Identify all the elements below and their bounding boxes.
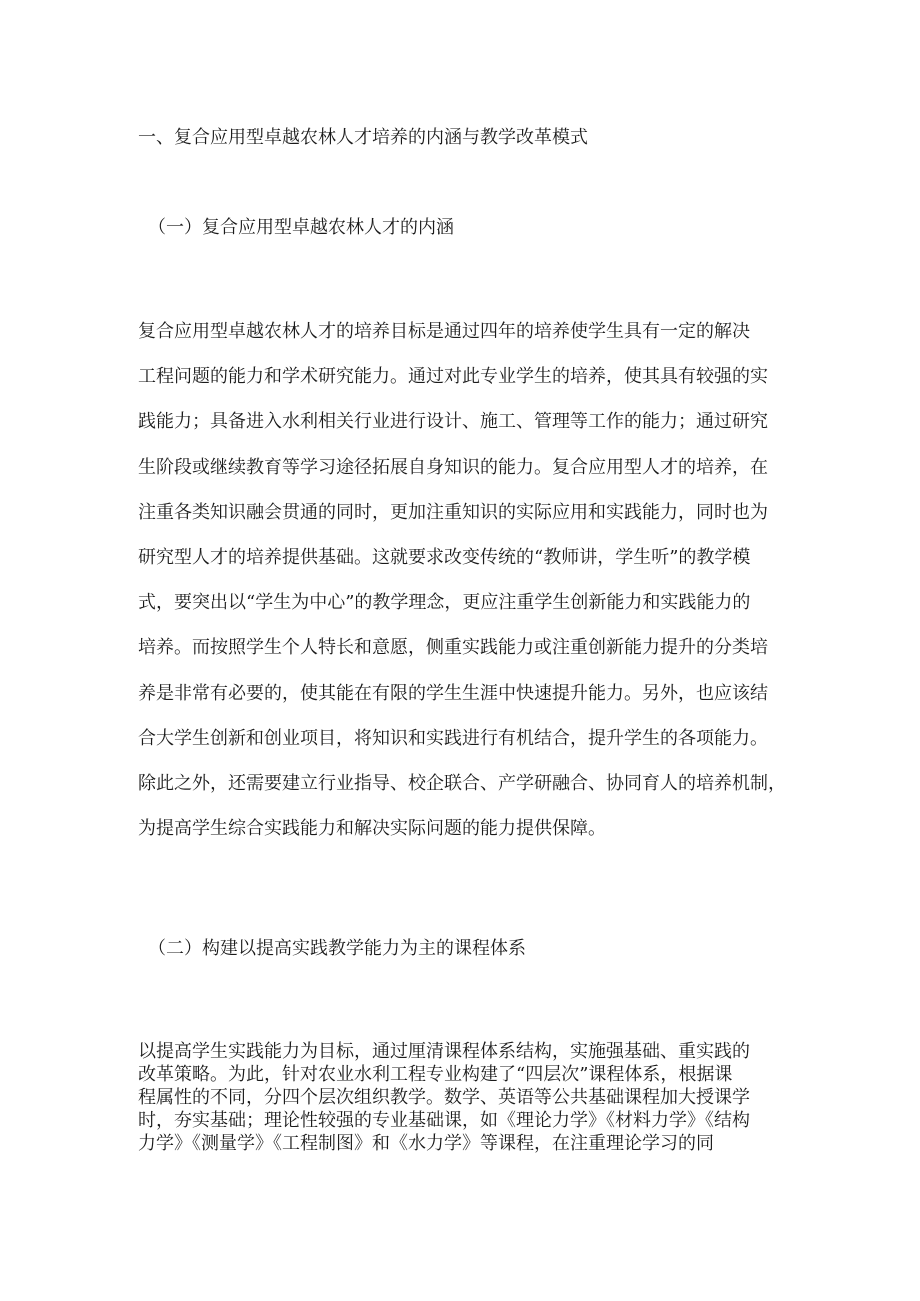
section-2-paragraph xyxy=(138,1040,798,1155)
paragraph-line: 养是非常有必要的，使其能在有限的学生生涯中快速提升能力。另外，也应该结 xyxy=(138,682,768,704)
paragraph-line: 以提高学生实践能力为目标，通过厘清课程体系结构，实施强基础、重实践的 xyxy=(138,1041,750,1062)
paragraph-line: 践能力；具备进入水利相关行业进行设计、施工、管理等工作的能力；通过研究 xyxy=(138,411,768,433)
paragraph-line: 复合应用型卓越农林人才的培养目标是通过四年的培养使学生具有一定的解决 xyxy=(138,321,750,342)
paragraph-line: 合大学生创新和创业项目，将知识和实践进行有机结合，提升学生的各项能力。 xyxy=(138,727,768,749)
paragraph-line: 为提高学生综合实践能力和解决实际问题的能力提供保障。 xyxy=(138,818,606,840)
main-heading: 一、复合应用型卓越农林人才培养的内涵与教学改革模式 xyxy=(138,127,588,148)
paragraph-line: 研究型人才的培养提供基础。这就要求改变传统的“教师讲，学生听”的教学模 xyxy=(138,546,751,568)
section-2-title: （二）构建以提高实践教学能力为主的课程体系 xyxy=(148,938,526,959)
paragraph-line: 时，夯实基础；理论性较强的专业基础课，如《理论力学》《材料力学》《结构 xyxy=(138,1110,750,1131)
paragraph-line: 注重各类知识融会贯通的同时，更加注重知识的实际应用和实践能力，同时也为 xyxy=(138,501,768,523)
paragraph-line: 工程问题的能力和学术研究能力。通过对此专业学生的培养，使其具有较强的实 xyxy=(138,366,768,388)
section-1-paragraph xyxy=(138,309,798,851)
paragraph-line: 除此之外，还需要建立行业指导、校企联合、产学研融合、协同育人的培养机制， xyxy=(138,772,786,794)
paragraph-line: 程属性的不同，分四个层次组织教学。数学、英语等公共基础课程加大授课学 xyxy=(138,1087,750,1108)
paragraph-line: 力学》《测量学》《工程制图》和《水力学》等课程，在注重理论学习的同 xyxy=(138,1133,714,1154)
section-1-title: （一）复合应用型卓越农林人才的内涵 xyxy=(148,217,454,238)
paragraph-line: 式，要突出以“学生为中心”的教学理念，更应注重学生创新能力和实践能力的 xyxy=(138,592,751,614)
paragraph-line: 培养。而按照学生个人特长和意愿，侧重实践能力或注重创新能力提升的分类培 xyxy=(138,637,768,659)
paragraph-line: 生阶段或继续教育等学习途径拓展自身知识的能力。复合应用型人才的培养，在 xyxy=(138,456,768,478)
paragraph-line: 改革策略。为此，针对农业水利工程专业构建了“四层次”课程体系，根据课 xyxy=(138,1064,733,1085)
